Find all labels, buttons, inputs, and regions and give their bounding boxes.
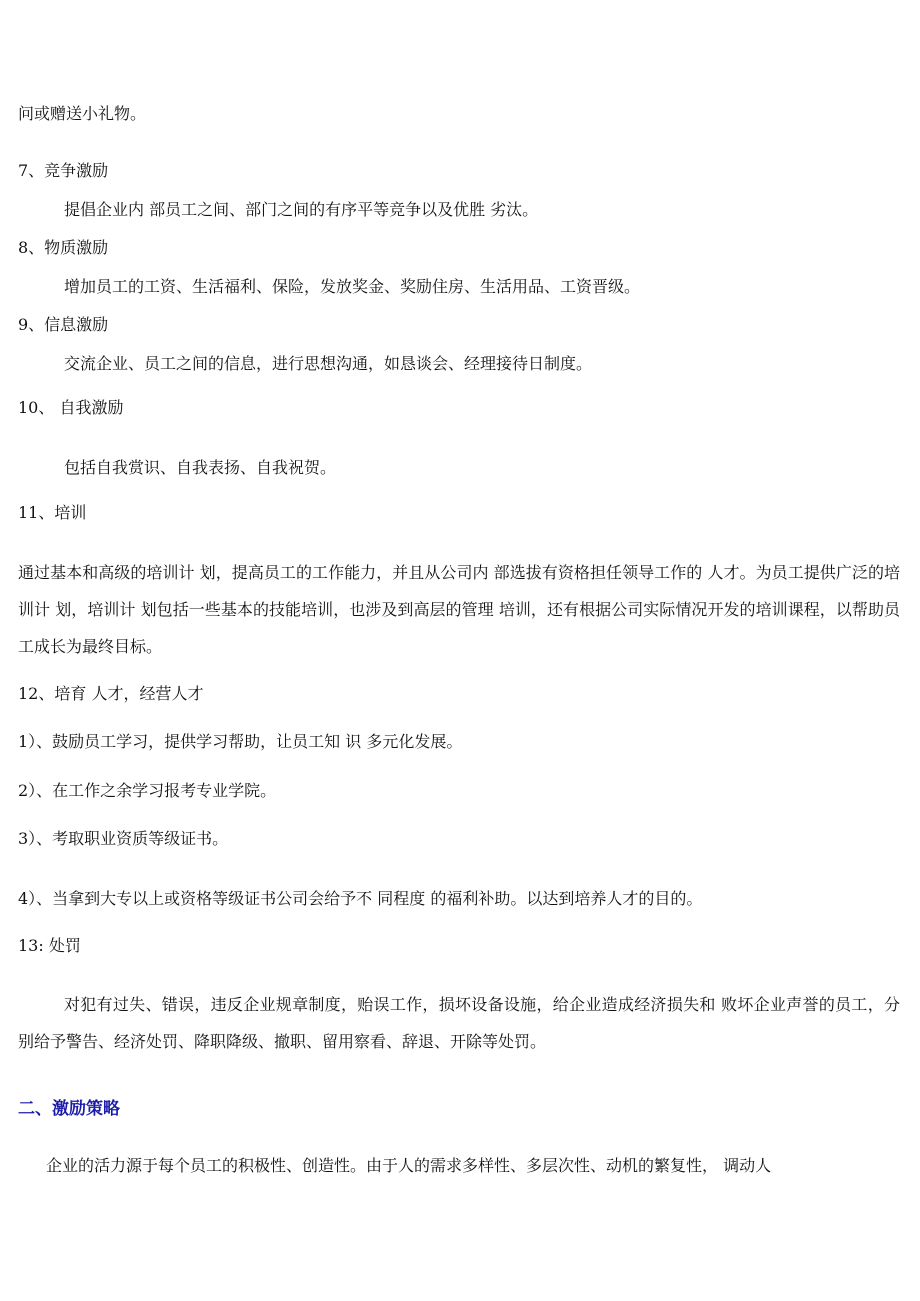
section-11-title: 11、培训: [18, 503, 87, 522]
section-11-body: 通过基本和高级的培训计 划，提高员工的工作能力，并且从公司内 部选拔有资格担任领导工作的 人才。为员工提供广泛的培训计 划，培训计 划包括一些基本的技能培训，也涉及到高层的管理 培训，还有根据公司实际情况开发的培训课程，以帮助员工成长为最终目标。: [18, 563, 900, 656]
section-13-body: 对犯有过失、错误，违反企业规章制度，贻误工作，损坏设备设施，给企业造成经济损失和 败坏企业声誉的员工，分别给予警告、经济处罚、降职降级、撤职、留用察看、辞退、开除等处罚。: [18, 995, 900, 1051]
section-8-title: 8、物质激励: [18, 238, 109, 257]
section-12-item-1: 1）、鼓励员工学习，提供学习帮助，让员工知 识 多元化发展。: [18, 732, 463, 751]
section-7-title: 7、竞争激励: [18, 161, 109, 180]
section-2-heading: 二、激励策略: [18, 1099, 120, 1119]
section-12-item-4: 4）、当拿到大专以上或资格等级证书公司会给予不 同程度 的福利补助。以达到培养人才的目的。: [18, 889, 703, 908]
section-9-body: 交流企业、员工之间的信息，进行思想沟通，如恳谈会、经理接待日制度。: [64, 354, 593, 373]
section-10-body: 包括自我赏识、自我表扬、自我祝贺。: [64, 458, 337, 477]
section-7-body: 提倡企业内 部员工之间、部门之间的有序平等竞争以及优胜 劣汰。: [64, 200, 539, 219]
section-2-body: 企业的活力源于每个员工的积极性、创造性。由于人的需求多样性、多层次性、动机的繁复性， 调动人: [46, 1156, 772, 1175]
section-12-item-3: 3）、考取职业资质等级证书。: [18, 829, 229, 848]
continuation-line: 问或赠送小礼物。: [18, 104, 147, 123]
section-10-title: 10、 自我激励: [18, 398, 124, 417]
section-12-item-2: 2）、在工作之余学习报考专业学院。: [18, 781, 277, 800]
section-8-body: 增加员工的工资、生活福利、保险，发放奖金、奖励住房、生活用品、工资晋级。: [64, 277, 641, 296]
section-12-title: 12、培育 人才，经营人才: [18, 684, 204, 703]
section-9-title: 9、信息激励: [18, 315, 109, 334]
section-13-title: 13: 处罚: [18, 936, 81, 955]
